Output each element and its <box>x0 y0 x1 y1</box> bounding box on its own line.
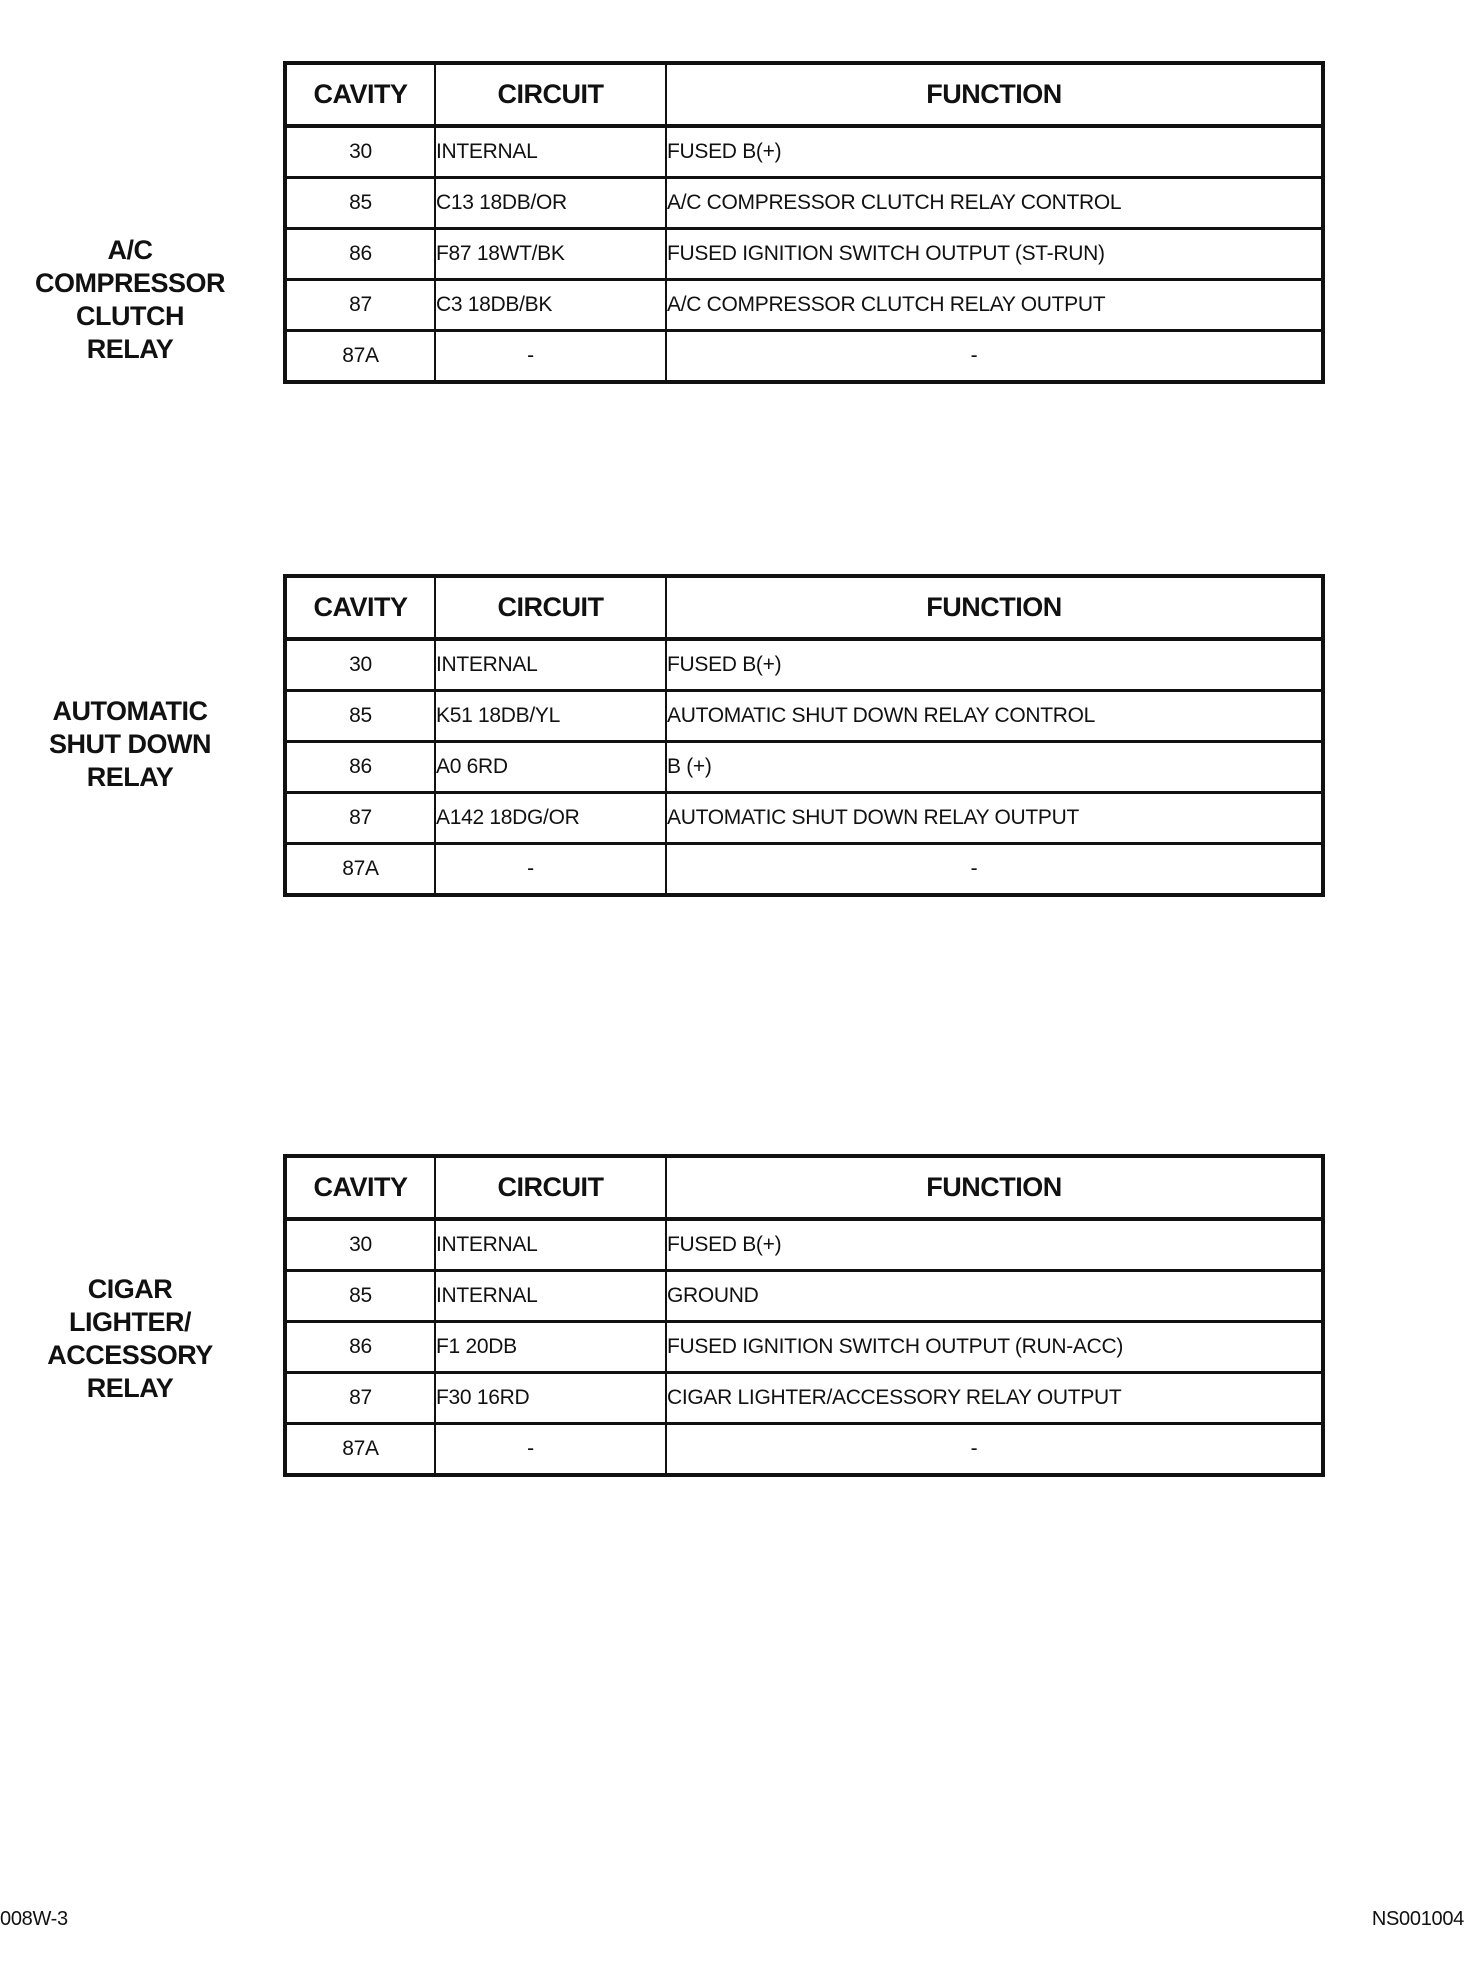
header-cavity: CAVITY <box>285 63 435 126</box>
function-cell: AUTOMATIC SHUT DOWN RELAY CONTROL <box>666 691 1323 742</box>
table-row <box>285 178 1323 229</box>
circuit-cell: F1 20DB <box>435 1322 666 1373</box>
cavity-cell: 30 <box>285 1219 435 1271</box>
header-function: FUNCTION <box>666 1156 1323 1219</box>
cavity-cell: 87A <box>285 844 435 896</box>
figure-code-left: 008W-3 <box>0 1908 68 1930</box>
section-label-cigar-lighter-accessory-relay <box>30 1273 230 1405</box>
section-label-line: CIGAR <box>87 1274 173 1304</box>
circuit-cell: A142 18DG/OR <box>435 793 666 844</box>
function-cell: - <box>666 331 1323 383</box>
table-row <box>285 1373 1323 1424</box>
table-row <box>285 742 1323 793</box>
cavity-cell: 86 <box>285 742 435 793</box>
section-label-line: RELAY <box>86 1373 174 1403</box>
function-cell: B (+) <box>666 742 1323 793</box>
table-row <box>285 691 1323 742</box>
header-circuit: CIRCUIT <box>435 63 666 126</box>
cavity-cell: 85 <box>285 1271 435 1322</box>
function-cell: AUTOMATIC SHUT DOWN RELAY OUTPUT <box>666 793 1323 844</box>
header-circuit: CIRCUIT <box>435 1156 666 1219</box>
section-label-line: AUTOMATIC <box>52 696 208 726</box>
cavity-cell: 87 <box>285 1373 435 1424</box>
table-row <box>285 1322 1323 1373</box>
table-row <box>285 1271 1323 1322</box>
function-cell: FUSED B(+) <box>666 639 1323 691</box>
table-row <box>285 639 1323 691</box>
section-label-line: LIGHTER/ <box>69 1307 191 1337</box>
pinout-table-cigar-lighter-accessory-relay <box>283 1154 1325 1477</box>
table-row <box>285 126 1323 178</box>
section-label-line: ACCESSORY <box>47 1340 213 1370</box>
function-cell: CIGAR LIGHTER/ACCESSORY RELAY OUTPUT <box>666 1373 1323 1424</box>
circuit-cell: INTERNAL <box>435 1271 666 1322</box>
circuit-cell: - <box>435 331 666 383</box>
section-label-line: A/C <box>107 235 153 265</box>
figure-code-right: NS001004 <box>1371 1908 1464 1930</box>
table-row <box>285 331 1323 383</box>
circuit-cell: INTERNAL <box>435 639 666 691</box>
function-cell: A/C COMPRESSOR CLUTCH RELAY CONTROL <box>666 178 1323 229</box>
header-cavity: CAVITY <box>285 1156 435 1219</box>
cavity-cell: 85 <box>285 691 435 742</box>
header-cavity: CAVITY <box>285 576 435 639</box>
function-cell: FUSED B(+) <box>666 1219 1323 1271</box>
header-row <box>285 63 1323 126</box>
table-row <box>285 1424 1323 1476</box>
table-row <box>285 1219 1323 1271</box>
circuit-cell: C13 18DB/OR <box>435 178 666 229</box>
header-circuit: CIRCUIT <box>435 576 666 639</box>
table-row <box>285 229 1323 280</box>
cavity-cell: 87A <box>285 331 435 383</box>
function-cell: FUSED IGNITION SWITCH OUTPUT (RUN-ACC) <box>666 1322 1323 1373</box>
circuit-cell: C3 18DB/BK <box>435 280 666 331</box>
function-cell: - <box>666 844 1323 896</box>
cavity-cell: 30 <box>285 639 435 691</box>
cavity-cell: 86 <box>285 229 435 280</box>
section-label-automatic-shut-down-relay <box>30 695 230 794</box>
cavity-cell: 30 <box>285 126 435 178</box>
section-label-ac-compressor-clutch-relay <box>30 234 230 366</box>
cavity-cell: 87 <box>285 793 435 844</box>
pinout-table-automatic-shut-down-relay <box>283 574 1325 897</box>
section-label-line: CLUTCH <box>76 301 184 331</box>
circuit-cell: - <box>435 1424 666 1476</box>
pinout-table-ac-compressor-clutch-relay <box>283 61 1325 384</box>
section-label-line: RELAY <box>86 762 174 792</box>
section-label-line: RELAY <box>86 334 174 364</box>
circuit-cell: - <box>435 844 666 896</box>
function-cell: GROUND <box>666 1271 1323 1322</box>
cavity-cell: 85 <box>285 178 435 229</box>
function-cell: FUSED IGNITION SWITCH OUTPUT (ST-RUN) <box>666 229 1323 280</box>
function-cell: FUSED B(+) <box>666 126 1323 178</box>
table-row <box>285 793 1323 844</box>
circuit-cell: INTERNAL <box>435 126 666 178</box>
table-row <box>285 844 1323 896</box>
table-row <box>285 280 1323 331</box>
cavity-cell: 87A <box>285 1424 435 1476</box>
cavity-cell: 87 <box>285 280 435 331</box>
header-function: FUNCTION <box>666 63 1323 126</box>
header-row <box>285 1156 1323 1219</box>
section-label-line: COMPRESSOR <box>34 268 226 298</box>
circuit-cell: F87 18WT/BK <box>435 229 666 280</box>
header-function: FUNCTION <box>666 576 1323 639</box>
circuit-cell: F30 16RD <box>435 1373 666 1424</box>
circuit-cell: INTERNAL <box>435 1219 666 1271</box>
function-cell: - <box>666 1424 1323 1476</box>
circuit-cell: K51 18DB/YL <box>435 691 666 742</box>
section-label-line: SHUT DOWN <box>49 729 211 759</box>
header-row <box>285 576 1323 639</box>
function-cell: A/C COMPRESSOR CLUTCH RELAY OUTPUT <box>666 280 1323 331</box>
circuit-cell: A0 6RD <box>435 742 666 793</box>
cavity-cell: 86 <box>285 1322 435 1373</box>
